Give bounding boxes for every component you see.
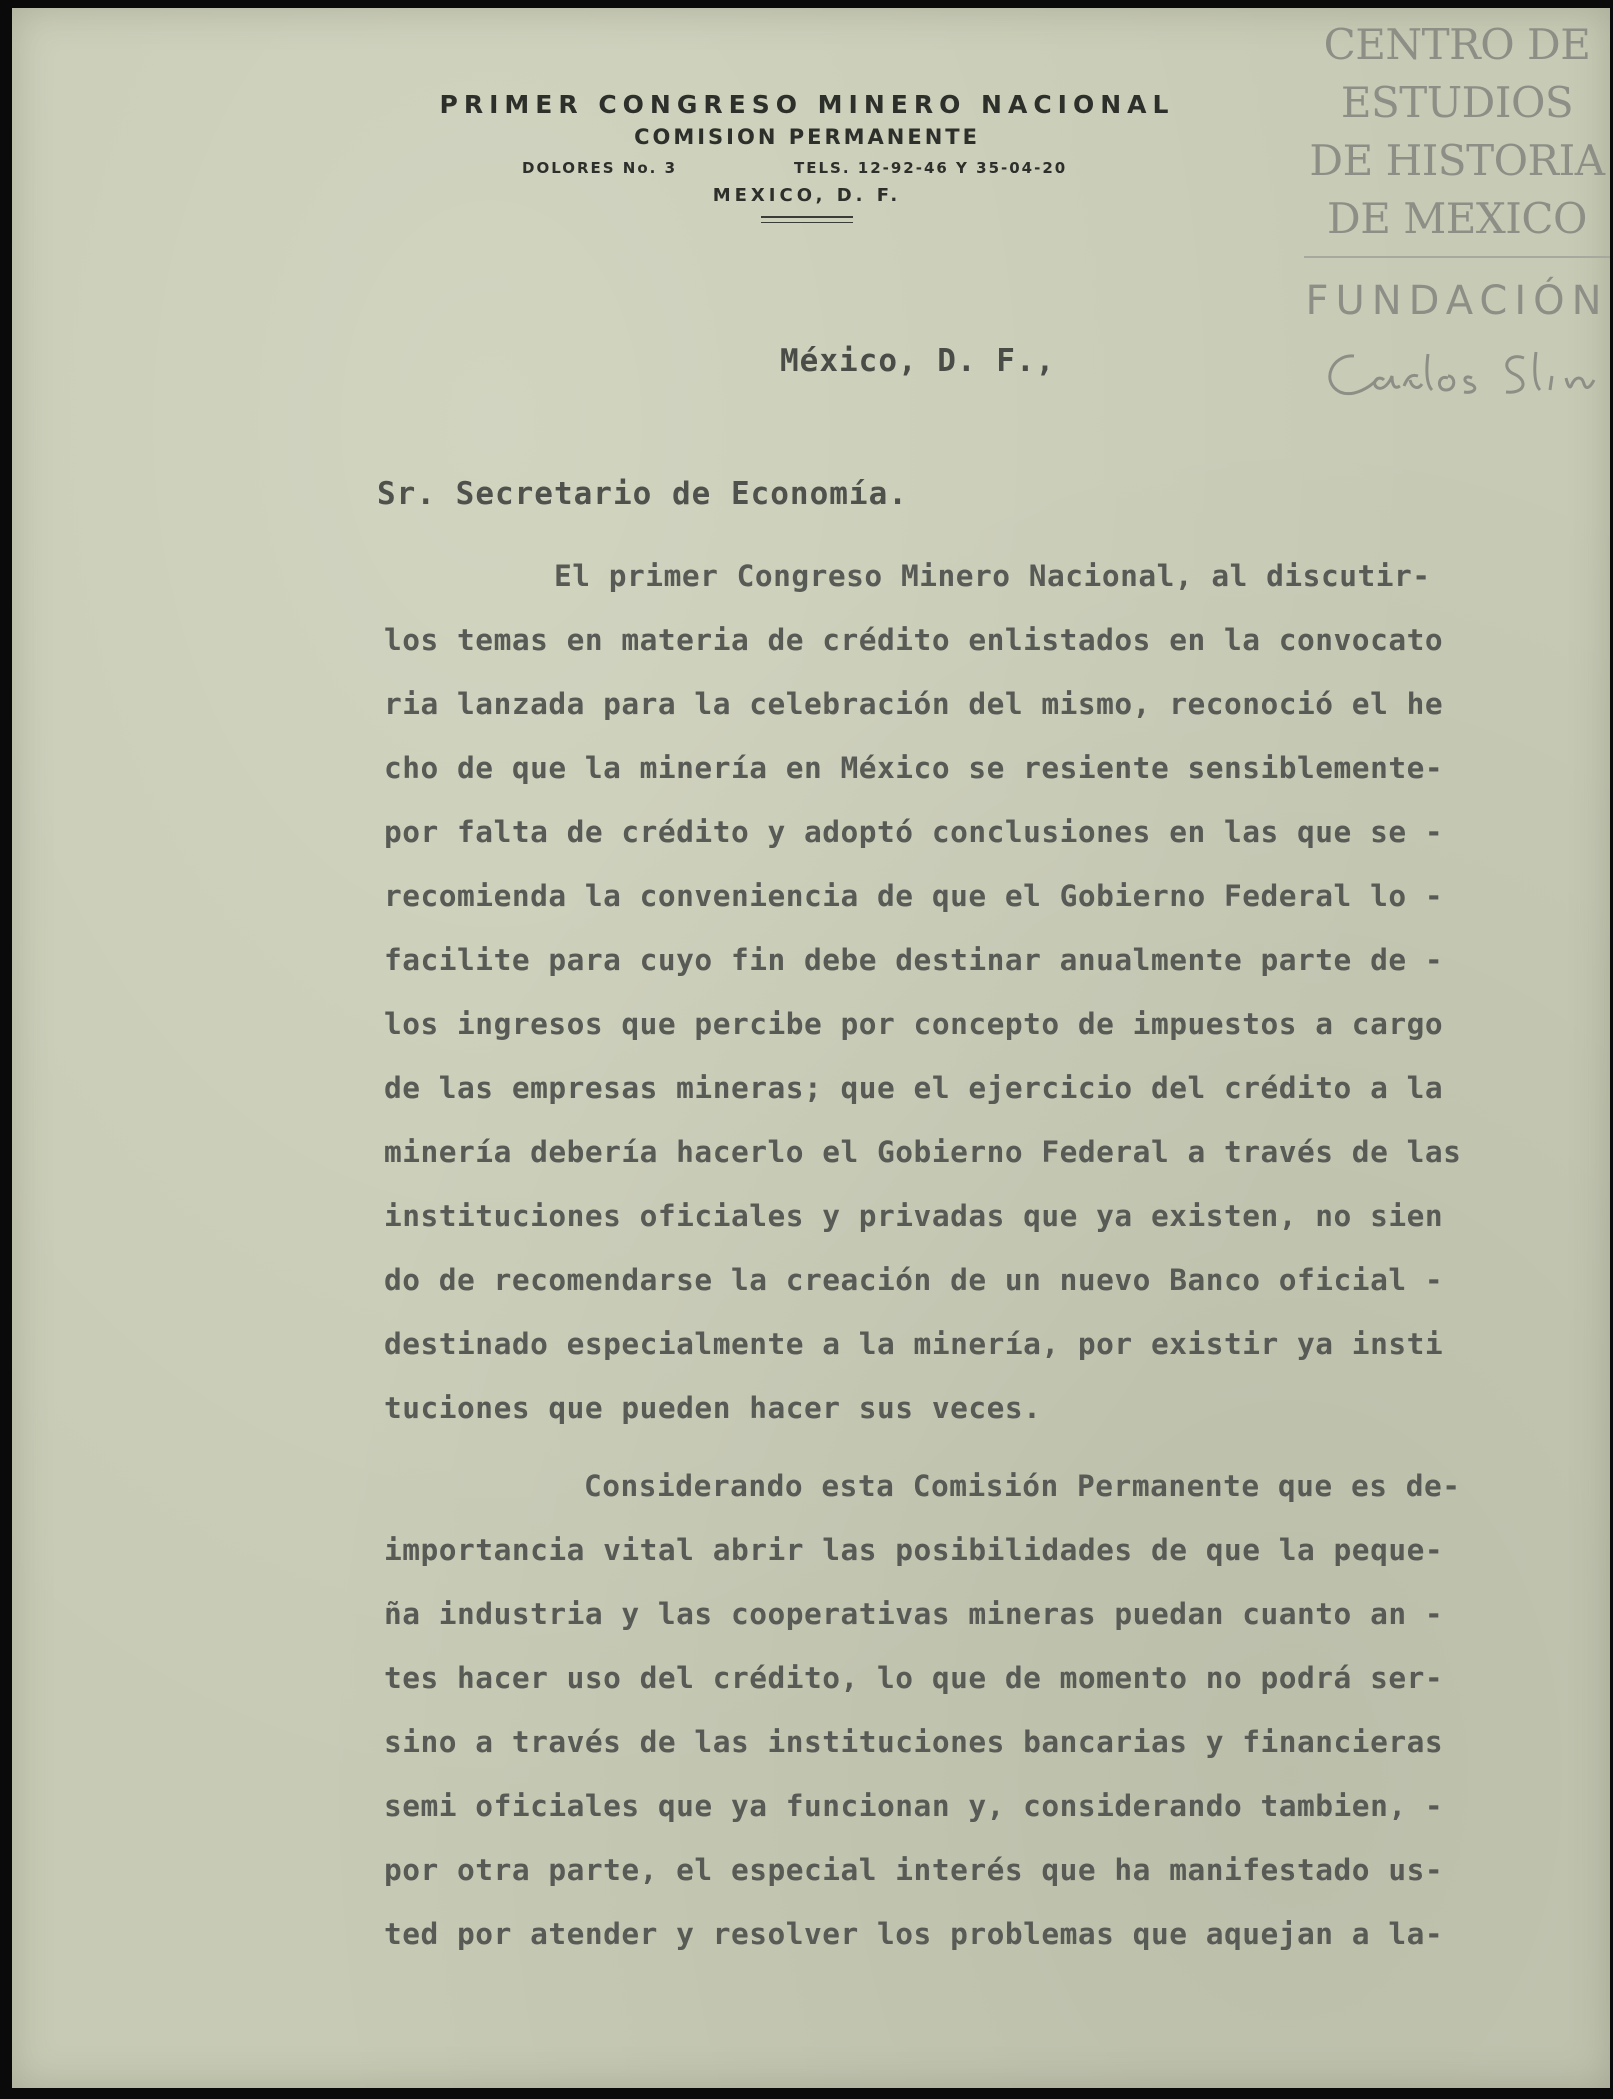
body-line: tes hacer uso del crédito, lo que de momento no podrá ser-	[384, 1661, 1444, 1695]
body-line: los temas en materia de crédito enlistados en la convocato	[384, 623, 1444, 657]
letterhead-city: MEXICO, D. F.	[712, 185, 902, 206]
body-line: por otra parte, el especial interés que ha manifestado us-	[384, 1853, 1444, 1887]
signature-logo-icon	[1314, 334, 1613, 414]
body-line: los ingresos que percibe por concepto de impuestos a cargo	[384, 1007, 1444, 1041]
stamp-line: CENTRO DE	[1323, 20, 1591, 69]
body-line: importancia vital abrir las posibilidades de que la peque-	[384, 1533, 1444, 1567]
body-line: do de recomendarse la creación de un nuevo Banco oficial -	[384, 1263, 1444, 1297]
body-line: semi oficiales que ya funcionan y, considerando tambien, -	[384, 1789, 1444, 1823]
letterhead-contact	[312, 159, 1302, 179]
letterhead-subtitle: COMISION PERMANENTE	[634, 125, 980, 149]
stamp-line: DE MEXICO	[1327, 194, 1587, 243]
body-line: por falta de crédito y adoptó conclusiones en las que se -	[384, 815, 1444, 849]
letterhead-phones: TELS. 12-92-46 Y 35-04-20	[794, 159, 1068, 177]
letter-date: México, D. F.,	[780, 343, 1056, 379]
stamp-line: ESTUDIOS	[1340, 78, 1574, 127]
stamp-foundation: FUNDACIÓN	[1305, 278, 1609, 324]
body-line: sino a través de las instituciones bancarias y financieras	[384, 1725, 1444, 1759]
letterhead-address: DOLORES No. 3	[522, 159, 678, 177]
body-line: Considerando esta Comisión Permanente que es de-	[584, 1469, 1461, 1503]
letterhead-title: PRIMER CONGRESO MINERO NACIONAL	[439, 90, 1175, 119]
body-line: ña industria y las cooperativas mineras puedan cuanto an -	[384, 1597, 1444, 1631]
letter-salutation: Sr. Secretario de Economía.	[377, 476, 908, 512]
body-line: recomienda la conveniencia de que el Gobierno Federal lo -	[384, 879, 1444, 913]
letter-page	[12, 8, 1610, 2088]
stamp-divider	[1304, 256, 1610, 258]
stamp-line: DE HISTORIA	[1309, 136, 1605, 185]
body-line: El primer Congreso Minero Nacional, al discutir-	[554, 559, 1431, 593]
body-line: tuciones que pueden hacer sus veces.	[384, 1391, 1042, 1425]
body-line: minería debería hacerlo el Gobierno Federal a través de las	[384, 1135, 1462, 1169]
body-line: destinado especialmente a la minería, por existir ya insti	[384, 1327, 1444, 1361]
body-line: cho de que la minería en México se resiente sensiblemente-	[384, 751, 1444, 785]
body-line: ria lanzada para la celebración del mismo, reconoció el he	[384, 687, 1444, 721]
body-line: facilite para cuyo fin debe destinar anualmente parte de -	[384, 943, 1444, 977]
body-line: de las empresas mineras; que el ejercicio del crédito a la	[384, 1071, 1444, 1105]
archive-stamp	[1304, 16, 1610, 396]
body-line: ted por atender y resolver los problemas que aquejan a la-	[384, 1917, 1444, 1951]
letterhead	[312, 90, 1302, 223]
letterhead-rule	[761, 216, 853, 223]
body-line: instituciones oficiales y privadas que ya existen, no sien	[384, 1199, 1444, 1233]
